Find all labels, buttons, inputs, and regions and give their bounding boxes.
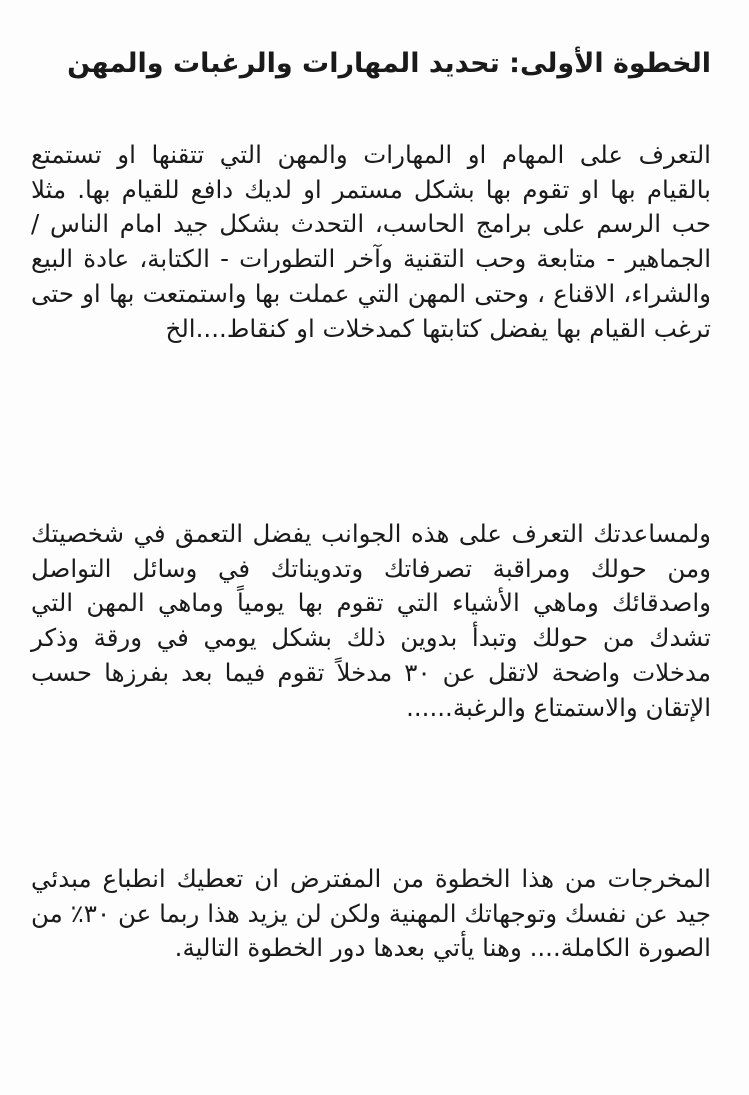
paragraph-discovery-method: ولمساعدتك التعرف على هذه الجوانب يفضل التعمق في شخصيتك ومن حولك ومراقبة تصرفاتك وتدويناتك في وسائل التواصل واصدقائك وماهي الأشياء التي تقوم بها يومياً وماهي المهن التي تشدك من حولك وتبدأ بدوين ذلك بشكل يومي في ورقة وذكر مدخلات واضحة لاتقل عن ٣٠ مدخلاً تقوم فيما بعد بفرزها حسب الإتقان والاستمتاع والرغبة...... xyxy=(31,519,711,722)
paragraph-skills-intro: التعرف على المهام او المهارات والمهن التي تتقنها او تستمتع بالقيام بها او تقوم بها بشكل مستمر او لديك دافع للقيام بها. مثلا حب الرسم على برامج الحاسب، التحدث بشكل جيد امام الناس / الجماهير - متابعة وحب التقنية وآخر التطورات - الكتابة، عادة البيع والشراء، الاقناع ، وحتى المهن التي عملت بها واستمتعت بها او حتى ترغب القيام بها يفضل كتابتها كمدخلات او كنقاط....الخ xyxy=(31,140,711,343)
step-heading: الخطوة الأولى: تحديد المهارات والرغبات والمهن xyxy=(67,48,711,79)
paragraph-step-outcome: المخرجات من هذا الخطوة من المفترض ان تعطيك انطباع مبدئي جيد عن نفسك وتوجهاتك المهنية ولكن لن يزيد هذا ربما عن ٣٠٪ من الصورة الكاملة.... وهنا يأتي بعدها دور الخطوة التالية. xyxy=(31,864,711,963)
